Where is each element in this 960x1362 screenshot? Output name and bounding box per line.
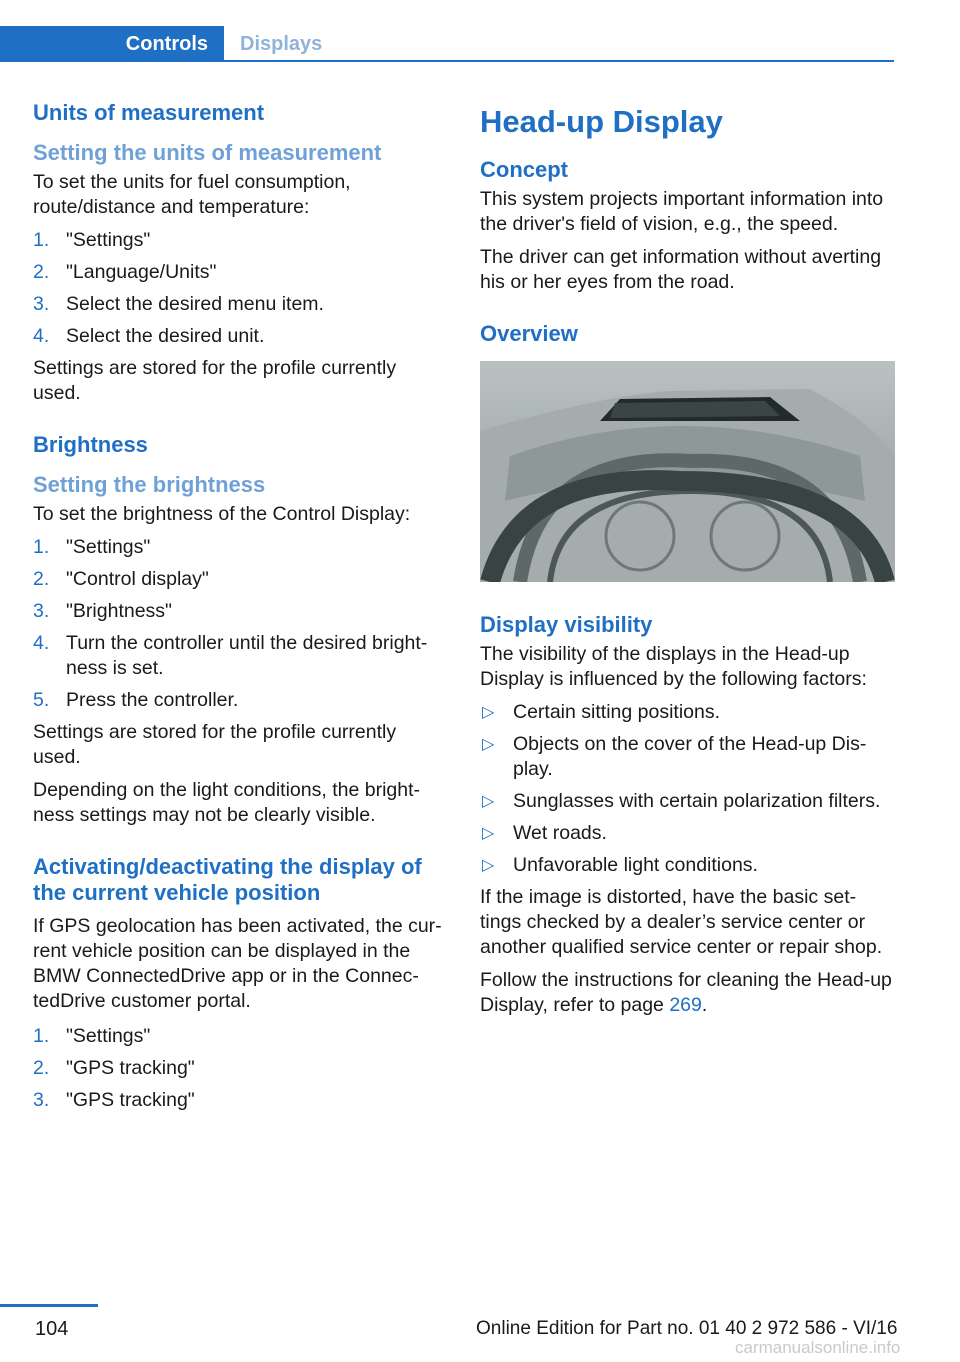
edition-info: Online Edition for Part no. 01 40 2 972 586 - VI/16 — [476, 1318, 898, 1339]
bullet-triangle-icon: ▷ — [482, 857, 495, 874]
hud-heading: Head-up Display — [480, 104, 723, 139]
bullet-triangle-icon: ▷ — [482, 704, 495, 721]
list-item: 4. Select the desired unit. — [33, 325, 265, 347]
units-intro: To set the units for fuel consumption, route/distance and temperature: — [33, 171, 351, 218]
cleaning-note: Follow the instructions for cleaning the Head-up Display, refer to page 269. — [480, 969, 892, 1016]
units-heading: Units of measurement — [33, 100, 265, 125]
distorted-note: If the image is distorted, have the basic set‐tings checked by a dealer’s service center or another qualified service center or repair shop. — [480, 886, 883, 958]
list-item: 3. "GPS tracking" — [33, 1089, 195, 1111]
visibility-intro: The visibility of the displays in the Head-up Display is influenced by the following factors: — [480, 643, 867, 690]
list-item: ▷ Wet roads. — [482, 822, 607, 844]
section-tabs — [0, 26, 894, 62]
gps-intro: If GPS geolocation has been activated, the cur‐rent vehicle position can be displayed in the BMW ConnectedDrive app or in the Connec‐tedDrive customer portal. — [33, 915, 442, 1012]
list-item: 1. "Settings" — [33, 536, 151, 558]
list-item: 2. "Language/Units" — [33, 261, 217, 283]
brightness-visibility-note: Depending on the light conditions, the bright‐ness settings may not be clearly visible. — [33, 779, 421, 826]
bullet-triangle-icon: ▷ — [482, 825, 495, 842]
brightness-note: Settings are stored for the profile currently used. — [33, 721, 397, 768]
left-column — [33, 100, 445, 1120]
bullet-triangle-icon: ▷ — [482, 793, 495, 810]
list-item: 1. "Settings" — [33, 229, 151, 251]
concept-heading: Concept — [480, 157, 568, 182]
brightness-intro: To set the brightness of the Control Display: — [33, 503, 411, 525]
list-item: 5. Press the controller. — [33, 689, 239, 711]
gps-steps — [33, 1024, 445, 1113]
page-link[interactable]: 269 — [669, 994, 702, 1016]
visibility-factors — [480, 700, 896, 878]
right-column — [480, 100, 896, 1026]
list-item: ▷ Objects on the cover of the Head-up Dis‐play. — [482, 733, 867, 780]
overview-heading: Overview — [480, 321, 578, 346]
watermark: carmanualsonline.info — [735, 1338, 901, 1357]
list-item: ▷ Certain sitting positions. — [482, 701, 721, 723]
brightness-subheading: Setting the brightness — [33, 472, 266, 497]
units-steps — [33, 228, 445, 349]
list-item: 3. Select the desired menu item. — [33, 293, 324, 315]
list-item: 4. Turn the controller until the desired bright‐ness is set. — [33, 632, 428, 679]
bullet-triangle-icon: ▷ — [482, 736, 495, 753]
units-note: Settings are stored for the profile currently used. — [33, 357, 397, 404]
brightness-steps — [33, 535, 445, 713]
list-item: 2. "Control display" — [33, 568, 209, 590]
list-item: ▷ Sunglasses with certain polarization filters. — [482, 790, 881, 812]
list-item: 3. "Brightness" — [33, 600, 172, 622]
concept-text-2: The driver can get information without averting his or her eyes from the road. — [480, 246, 882, 293]
list-item: 2. "GPS tracking" — [33, 1057, 195, 1079]
units-subheading: Setting the units of measurement — [33, 140, 382, 165]
visibility-heading: Display visibility — [480, 612, 653, 637]
concept-text-1: This system projects important information into the driver's field of vision, e.g., the speed. — [480, 188, 884, 235]
page-number: 104 — [35, 1318, 69, 1340]
tab-controls[interactable]: Controls — [0, 26, 224, 62]
hud-dashboard-figure — [480, 361, 895, 582]
list-item: ▷ Unfavorable light conditions. — [482, 854, 758, 876]
list-item: 1. "Settings" — [33, 1025, 151, 1047]
gps-heading: Activating/deactivating the display of the current vehicle position — [33, 854, 422, 905]
footer-rule — [0, 1304, 98, 1307]
brightness-heading: Brightness — [33, 432, 148, 457]
header-rule — [0, 60, 894, 62]
tab-displays[interactable]: Displays — [240, 33, 323, 55]
